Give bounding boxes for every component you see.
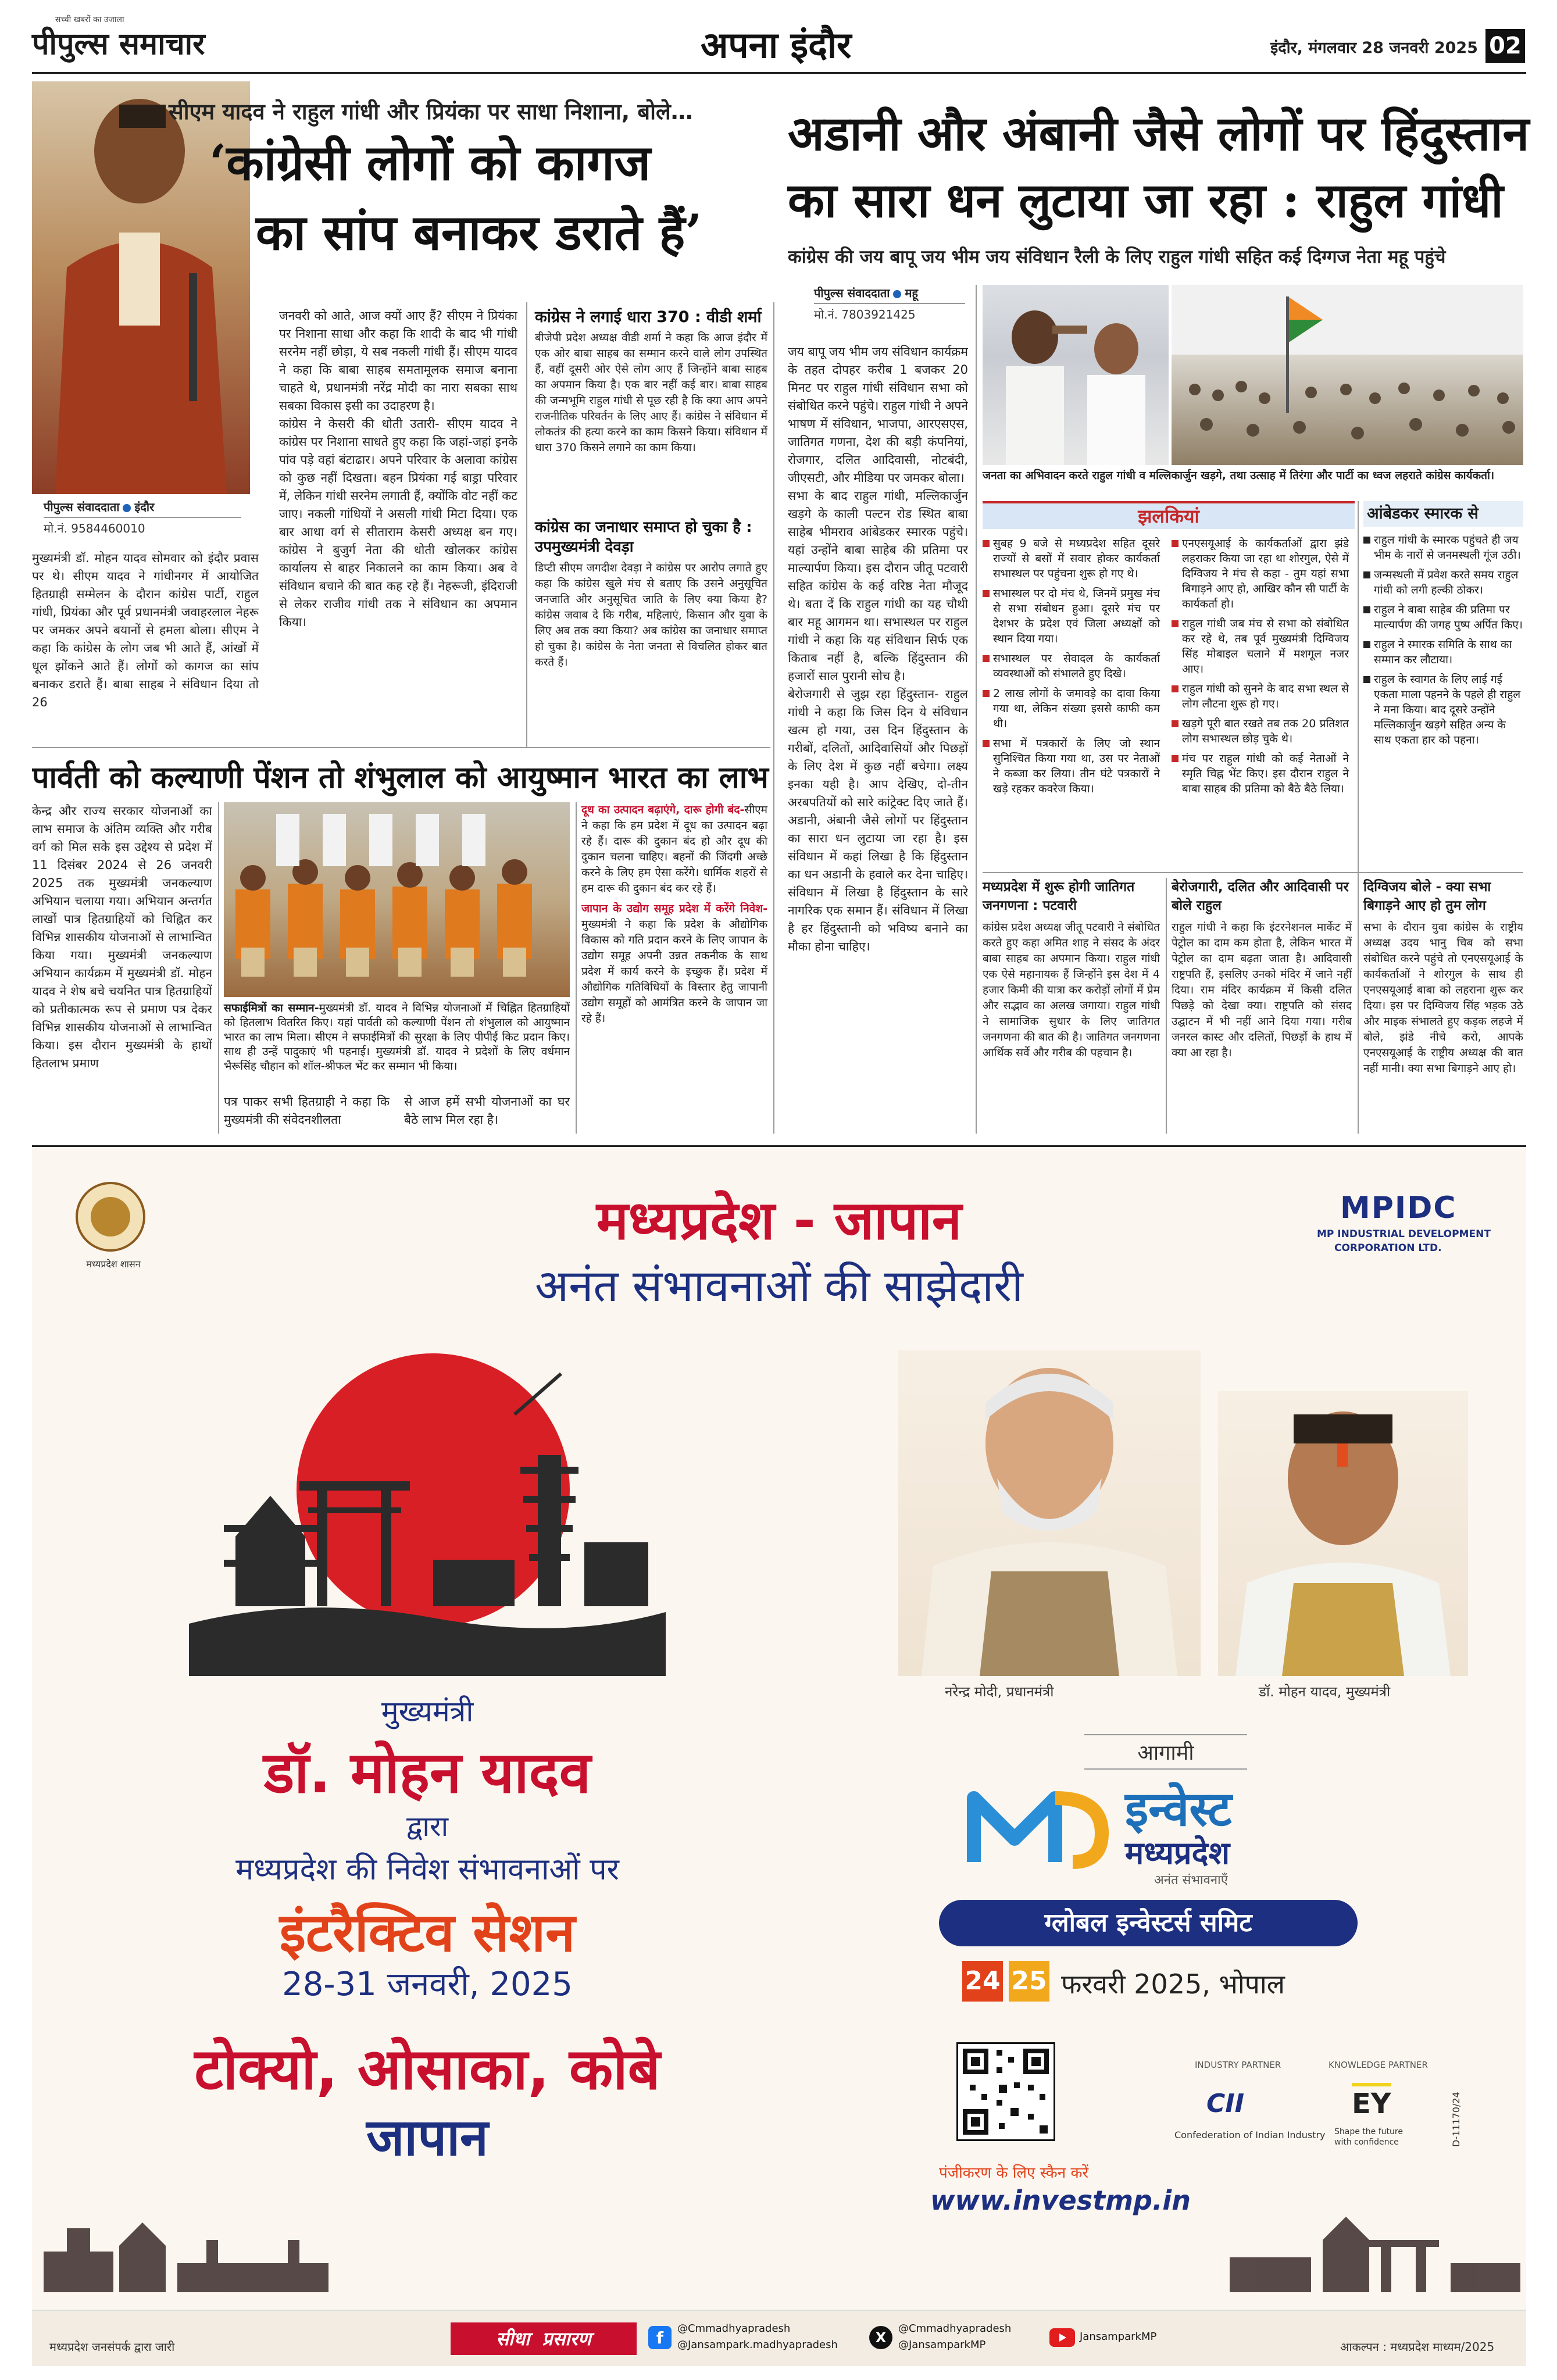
japan-body: मुख्यमंत्री ने कहा कि प्रदेश के औद्योगिक विकास को गति प्रदान करने के लिए जापान के उद्योग समूह अपनी उन्नत तकनीक के साथ प्रदेश में कार्य करने के इच्छुक हैं। प्रदेश में औद्योगिक गतिविधियों के विस्तार हेतु जापानी उद्योग समूहों को आमंत्रित करने के जापान जा रहे हैं। xyxy=(581,918,767,1025)
registration-qr-code[interactable] xyxy=(956,2042,1055,2141)
ambedkar-item: राहुल ने बाबा साहेब की प्रतिमा पर माल्यार्पण की जगह पुष्प अर्पित किए। xyxy=(1363,602,1523,632)
rahul-kharge-photo xyxy=(983,285,1169,465)
unemployment-body: राहुल गांधी ने कहा कि इंटरनेशनल मार्केट में पेट्रोल का दाम कम होता है, लेकिन भारत में पेट्रोल का दाम बढ़ता जाता है। आदिवासी राष्ट्रपति हैं, इसलिए उनको मंदिर में जाने नहीं दिया। राम मंदिर कार्यक्रम में किसी दलित पिछड़े को देखा क्या। राष्ट्रपति को संसद उद्घाटन में भी नहीं आने दिया गया। गरीब जनरल कास्ट और दलितों, पिछड़ों के हाथ में क्या आ रहा है। xyxy=(1172,921,1352,1059)
highlight-item: सुबह 9 बजे से मध्यप्रदेश सहित दूसरे राज्यों से बसों में सवार होकर कार्यकर्ता सभास्थल पर पहुंचना शुरू हो गए थे। xyxy=(983,536,1160,581)
sidebar1-body: बीजेपी प्रदेश अध्यक्ष वीडी शर्मा ने कहा कि आज इंदौर में एक ओर बाबा साहब का सम्मान करने वाले लोग उपस्थित हैं, वहीं दूसरी ओर ऐसे लोग आए हैं जिन्होंने बाबा साहब का अपमान किया है। एक बार नहीं कई बार। बाबा साहब की जन्मभूमि राहुल गांधी से पूछ रही है कि क्या आप अपने राजनीतिक परिवर्तन के लिए आए हैं। कांग्रेस ने संविधान में लोकतंत्र की हत्या करने का काम किसने किया। संविधान में धारा 370 किसने लगाने का काम किया। xyxy=(535,331,767,454)
rally-crowd-photo xyxy=(1172,285,1523,465)
mp-govt-label: मध्यप्रदेश शासन xyxy=(86,1259,141,1270)
highlight-item: राहुल गांधी जब मंच से सभा को संबोधित कर रहे थे, तब पूर्व मुख्यमंत्री दिग्विजय सिंह मोबाइल चलाने में मशगूल नजर आए। xyxy=(1172,616,1349,677)
story3-sidebar xyxy=(581,802,767,1134)
summit-banner: ग्लोबल इन्वेस्टर्स समिट xyxy=(939,1900,1358,1946)
ambedkar-title: आंबेडकर स्मारक से xyxy=(1363,501,1523,527)
highlight-item: एनएसयूआई के कार्यकर्ताओं द्वारा झंडे लहराकर किया जा रहा था शोरगुल, ऐसे में दिग्विजय ने मंच से कहा - तुम यहां सभा बिगाड़ने आए हो, आखिर कौन सी पार्टी के कार्यकर्ता हो। xyxy=(1172,536,1349,612)
mp-skyline-illustration xyxy=(32,2211,1526,2292)
design-credit: आकल्पन : मध्यप्रदेश माध्यम/2025 xyxy=(1340,2340,1495,2354)
story3-column-a: केन्द्र और राज्य सरकार योजनाओं का लाभ समाज के अंतिम व्यक्ति और गरीब वर्ग को मिल सके इस उद्देश्य से प्रदेश में 11 दिसंबर 2024 से 26 जनवरी 2025 तक मुख्यमंत्री जनकल्याण अभियान चलाया गया। अभियान अन्तर्गत लाखों पात्र हितग्राहियों को चिह्नित कर विभिन्न शासकीय योजनाओं से लाभान्वित किया गया। मुख्यमंत्री जनकल्याण अभियान कार्यक्रम में मुख्यमंत्री डॉ. मोहन यादव ने शेष बचे चयनित पात्र हितग्राहियों को प्रतीकात्मक रूप से प्रमाण पत्र देकर विभिन्न शासकीय योजनाओं से लाभान्वित किया। इस दौरान मुख्यमंत्री के हाथों हितलाभ प्रमाण xyxy=(32,804,212,1070)
facebook-handle-1[interactable]: @Cmmadhyapradesh xyxy=(677,2322,791,2335)
digvijay-heading: दिग्विजय बोले - क्या सभा बिगाड़ने आए हो तुम लोग xyxy=(1363,880,1491,913)
highlights-box xyxy=(983,501,1355,867)
invest-label-line1: इन्वेस्ट xyxy=(1125,1782,1232,1837)
pm-modi-portrait xyxy=(898,1350,1201,1676)
location-dot-icon xyxy=(893,290,901,298)
caste-census-story xyxy=(983,878,1160,1134)
cm-label: मुख्यमंत्री xyxy=(381,1695,474,1728)
mpidc-name-line1: MP INDUSTRIAL DEVELOPMENT xyxy=(1317,1228,1491,1240)
caste-census-heading: मध्यप्रदेश में शुरू होगी जातिगत जनगणना : पटवारी xyxy=(983,880,1135,913)
cm-yadav-caption: डॉ. मोहन यादव, मुख्यमंत्री xyxy=(1259,1684,1391,1700)
upcoming-label: आगामी xyxy=(1084,1734,1247,1770)
unemployment-story xyxy=(1172,878,1352,1134)
by-label: द्वारा xyxy=(406,1810,449,1843)
social-media-strip xyxy=(32,2310,1526,2366)
ambedkar-item: राहुल के स्वागत के लिए लाई गई एकता माला पहनने के पहले ही राहुल ने मना किया। बाद दूसरे उन्होंने मल्लिकार्जुन खड़गे सहित अन्य के साथ एकता हार को पहना। xyxy=(1363,672,1523,748)
story2-body: जय बापू जय भीम जय संविधान कार्यक्रम के तहत दोपहर करीब 1 बजकर 20 मिनट पर राहुल गांधी संविधान सभा को संबोधित करने पहुंचे। राहुल गांधी ने अपने भाषण में संविधान, भाजपा, आरएसएस, जातिगत गणना, देश की बड़ी कंपनियां, रोजगार, दलित आदिवासी, नोटबंदी, जीएसटी, और मीडिया पर जमकर बोला। सभा के बाद राहुल गांधी, मल्लिकार्जुन खड़गे के काली पल्टन रोड स्थित बाबा साहेब भीमराव आंबेडकर स्मारक पहुंचे। यहां उन्होंने बाबा साहेब की प्रतिमा पर माल्यार्पण किया। इस दौरान जीतू पटवारी सहित कांग्रेस के कई वरिष्ठ नेता मौजूद थे। बता दें कि राहुल गांधी का यह चौथी बार महू आगमन था। सभास्थल पर राहुल गांधी ने कहा कि यह संविधान सिर्फ एक किताब नहीं है, बल्कि हिंदुस्तान की हजारों साल पुरानी सोच है। बेरोजगारी से जुझ रहा हिंदुस्तान- राहुल गांधी ने कहा कि जिस दिन ये संविधान खत्म हो गया, उस दिन हिंदुस्तान के गरीबों, दलितों, आदिवासियों और पिछड़ों के लिए देश में कुछ नहीं बचेगा। लक्ष्य इनका यही है। आप देखिए, दो-तीन अरबपतियों को सारे कांट्रेक्ट दिए जाते हैं। अडानी, अंबानी जैसे लोगों पर हिंदुस्तान का सारा धन लुटाया जा रहा है। इस संविधान में कहां लिखा है कि हिंदुस्तान का धन अडानी के हवाले कर देना चाहिए। संविधान में लिखा है हिंदुस्तान के सारे नागरिक एक समान हैं। संविधान में लिखा है हर हिंदुस्तानी को भविष्य बनाने का मौका होना चाहिए। xyxy=(788,345,968,953)
column-divider xyxy=(1166,878,1167,1134)
unemployment-heading: बेरोजगारी, दलित और आदिवासी पर बोले राहुल xyxy=(1172,880,1349,913)
summit-day2: 25 xyxy=(1009,1961,1049,2002)
beneficiaries-photo xyxy=(224,802,570,997)
caste-census-body: कांग्रेस प्रदेश अध्यक्ष जीतू पटवारी ने संबोधित करते हुए कहा अमित शाह ने संसद के अंदर बाबा साहब का अपमान किया। राहुल गांधी एक ऐसे महानायक हैं जिन्होंने इस देश में 4 हजार किमी की यात्रा कर करोड़ों लोगों में प्रेम और सद्भाव का अलख जगाया। राहुल गांधी ने सामाजिक सुधार के लिए जातिगत जनगणना की बात की है। जातिगत जनगणना आर्थिक सर्वे और गरीब की पहचान है। xyxy=(983,921,1160,1059)
milk-heading: दूध का उत्पादन बढ़ाएंगे, दारू होगी बंद- xyxy=(581,803,745,816)
milk-story xyxy=(581,802,767,896)
sidebar1-heading: कांग्रेस ने लगाई धारा 370 : वीडी शर्मा xyxy=(535,308,762,326)
knowledge-partner-label: KNOWLEDGE PARTNER xyxy=(1329,2060,1428,2070)
youtube-icon[interactable] xyxy=(1049,2328,1075,2347)
cm-name: डॉ. मोहन यादव xyxy=(263,1740,591,1806)
youtube-handle[interactable]: JansamparkMP xyxy=(1080,2331,1157,2343)
cii-logo: CII xyxy=(1206,2089,1245,2118)
story1-kicker: सीएम यादव ने राहुल गांधी और प्रियंका पर साधा निशाना, बोले… xyxy=(169,99,693,124)
highlight-item: सभा में पत्रकारों के लिए जो स्थान सुनिश्चित किया गया था, उस पर नेताओं ने कब्जा कर लिया। तीन घंटे पत्रकारों ने खड़े रहकर कवरेज किया। xyxy=(983,736,1160,796)
masthead xyxy=(32,12,1526,70)
column-divider xyxy=(773,302,774,1134)
story2-headline-line2: का सारा धन लुटाया जा रहा : राहुल गांधी xyxy=(788,173,1504,228)
qr-label: पंजीकरण के लिए स्कैन करें xyxy=(939,2164,1089,2182)
ad-subtitle: अनंत संभावनाओं की साझेदारी xyxy=(535,1260,1023,1311)
industry-partner-label: INDUSTRY PARTNER xyxy=(1195,2060,1281,2070)
sidebar2-body: डिप्टी सीएम जगदीश देवड़ा ने कांग्रेस पर आरोप लगाते हुए कहा कि कांग्रेस खुले मंच से बताए कि उसने अनुसूचित जनजाति और अनुसूचित जाति के लिए क्या किया है? कांग्रेस जवाब दे कि गरीब, महिलाएं, किसान और युवा के लिए अब तक क्या किया? अब कांग्रेस का जनाधार समाप्त हो चुका है। कांग्रेस के नेता जनता से विचलित होकर बात करते हैं। xyxy=(535,562,767,669)
x-handle-1[interactable]: @Cmmadhyapradesh xyxy=(898,2322,1012,2335)
page-number: 02 xyxy=(1485,29,1525,63)
beneficiaries-photo-caption xyxy=(224,1001,570,1074)
story1-column-b: जनवरी को आते, आज क्यों आए हैं? सीएम ने प्रियंका पर निशाना साधा और कहा कि शादी के बाद भी गांधी सरनेम नहीं छोड़ा, ये सब नकली गांधी हैं। सीएम यादव ने कहा कि बाबा साहब समतामूलक समाज बनाना चाहते थे, प्रधानमंत्री नरेंद्र मोदी का नारा सबका साथ सबका विकास इसी का उदाहरण है। कांग्रेस ने केसरी की धोती उतारी- सीएम यादव ने कांग्रेस पर निशाना साधते हुए कहा कि जहां-जहां इनके पांव पड़े वहां बंटाढार। अपने परिवार के अलावा कांग्रेस को कुछ नहीं दिखता। बहन प्रियंका गई बाड्रा परिवार में, लेकिन गांधी सरनेम लगाती हैं, क्योंकि वोट नहीं कट जाए। नकली गांधियों ने असली गांधी मिटा दिया। एक बार आधा वर्ग से सीताराम केसरी अध्यक्ष बन गए। कांग्रेस ने बुजुर्ग नेता की धोती खोलकर कांग्रेस कार्यालय से बाहर निकालने का काम किया। अब वे संविधान बचाने की बात कह रहे हैं। नेहरूजी, इंदिराजी से लेकर राजीव गांधी तक ने संविधान का अपमान किया। xyxy=(279,309,517,629)
byline-mobile: मो.नं. 9584460010 xyxy=(44,521,145,535)
event-name: इंटरैक्टिव सेशन xyxy=(279,1902,576,1964)
prasaran-label: प्रसारण xyxy=(542,2328,591,2350)
highlight-item: राहुल गांधी को सुनने के बाद सभा स्थल से लोग लौटना शुरू हो गए। xyxy=(1172,681,1349,712)
milk-body: सीएम ने कहा कि हम प्रदेश में दूध का उत्पादन बढ़ा रहे हैं। दारू की दुकान बंद हो और दूध की दुकान चलना चाहिए। बहनों की जिंदगी अच्छे करने के लिए हम ऐसा करेंगे। धार्मिक शहरों से हम दारू की दुकान बंद कर रहे हैं। xyxy=(581,803,767,895)
story1-headline-line1: ‘कांग्रेसी लोगों को कागज xyxy=(209,134,651,191)
highlight-item: मंच पर राहुल गांधी को कई नेताओं ने स्मृति चिह्न भेंट किए। इस दौरान राहुल ने बाबा साहब की प्रतिमा को बैठे बैठे लिया। xyxy=(1172,751,1349,796)
section-rule xyxy=(983,872,1523,873)
caption-lead: सफाईमित्रों का सम्मान- xyxy=(224,1002,319,1014)
story2-subhead: कांग्रेस की जय बापू जय भीम जय संविधान रैली के लिए राहुल गांधी सहित कई दिग्गज नेता महू पहुंचे xyxy=(788,246,1446,267)
highlight-item: खड़गे पूरी बात रखते तब तक 20 प्रतिशत लोग सभास्थल छोड़ चुके थे। xyxy=(1172,716,1349,746)
digvijay-body: सभा के दौरान युवा कांग्रेस के राष्ट्रीय अध्यक्ष उदय भानु चिब को सभा संबोधित करने पहुंचे तो एनएसयूआई के कार्यकर्ताओं ने शोरगुल के साथ ही एनएसयूआई बाबा को लहराना शुरू कर दिया। इस पर दिग्विजय सिंह भड़क उठे और माइक संभालते हुए कड़क लहजे में बोले, झंडे नीचे करो, आपके एनएसयूआई के राष्ट्रीय अध्यक्ष की बात नहीं मानी। क्या सभा बिगाड़ने आए हो। xyxy=(1363,921,1523,1075)
highlights-list-b xyxy=(1172,536,1349,801)
logo-tagline: सच्ची खबरों का उजाला xyxy=(55,15,124,24)
issuer-label: मध्यप्रदेश जनसंपर्क द्वारा जारी xyxy=(49,2340,175,2354)
japan-investment-story xyxy=(581,901,767,1027)
story1-column-a: मुख्यमंत्री डॉ. मोहन यादव सोमवार को इंदौर प्रवास पर थे। सीएम यादव ने गांधीनगर में आयोजित हितग्राही सम्मेलन के दौरान कांग्रेस पार्टी, राहुल गांधी, प्रियंका और पूर्व प्रधानमंत्री जवाहरलाल नेहरू पर जमकर अपने बयानों से हमला बोला। सीएम ने कहा कि कांग्रेस के लोग जब भी आते हैं, आंखों में धूल झोंकने आते हैं। लोगों को कागज का सांप बनाकर डराते हैं। बाबा साहब ने संविधान दिया तो 26 xyxy=(32,551,259,709)
rally-photo-caption: जनता का अभिवादन करते राहुल गांधी व मल्लिकार्जुन खड़गे, तथा उत्साह में तिरंगा और पार्टी का ध्वज लहराते कांग्रेस कार्यकर्ता। xyxy=(983,469,1495,482)
ambedkar-box xyxy=(1363,501,1523,862)
highlights-title: झलकियां xyxy=(983,503,1355,529)
event-country: जापान xyxy=(366,2107,488,2167)
byline-city: महू xyxy=(905,286,919,300)
cm-yadav-portrait xyxy=(1218,1391,1468,1676)
mpidc-name-line2: CORPORATION LTD. xyxy=(1334,1242,1442,1254)
digvijay-story xyxy=(1363,878,1523,1134)
story3-bottom-b: से आज हमें सभी योजनाओं का घर बैठे लाभ मिल रहा है। xyxy=(404,1095,570,1127)
invest-url[interactable]: www.investmp.in xyxy=(930,2185,1191,2216)
facebook-handle-2[interactable]: @Jansampark.madhyapradesh xyxy=(677,2339,838,2351)
summit-day1: 24 xyxy=(962,1961,1003,2002)
sidha-label: सीधा xyxy=(496,2328,530,2350)
column-divider xyxy=(1358,501,1359,1134)
byline-name: पीपुल्स संवाददाता xyxy=(814,286,890,300)
mpidc-logo: MPIDC xyxy=(1340,1191,1457,1225)
story1-sidebar xyxy=(535,305,767,741)
story3-bottom-a: पत्र पाकर सभी हितग्राही ने कहा कि मुख्यमंत्री की संवेदनशीलता xyxy=(224,1095,390,1127)
invest-mp-logo-icon xyxy=(962,1781,1113,1874)
caption-text: मुख्यमंत्री डॉ. यादव ने विभिन्न योजनाओं में चिह्नित हितग्राहियों को हितलाभ वितरित किए। यहां पार्वती को कल्याणी पेंशन तो शंभुलाल को आयुष्मान भारत का लाभ मिला। सीएम ने सफाईमित्रों की सुरक्षा के लिए पीपीई किट प्रदान किए। साथ ही उन्हें पादुकाएं भी पहनाई। मुख्यमंत्री डॉ. यादव ने प्रदेशों के लिए वर्धमान भैरूसिंह चौहान को शॉल-श्रीफल भेंट कर सम्मान भी किया। xyxy=(224,1002,570,1073)
dateline: इंदौर, मंगलवार 28 जनवरी 2025 xyxy=(1270,39,1478,57)
byline-mobile: मो.नं. 7803921425 xyxy=(814,308,916,321)
mp-japan-advertisement xyxy=(32,1145,1526,2366)
japan-heading: जापान के उद्योग समूह प्रदेश में करेंगे निवेश- xyxy=(581,902,767,915)
masthead-rule xyxy=(32,72,1526,74)
column-divider xyxy=(976,285,977,1134)
newspaper-logo: पीपुल्स समाचार xyxy=(32,27,205,62)
japan-skyline-illustration xyxy=(189,1350,666,1676)
column-divider xyxy=(526,302,527,747)
location-dot-icon xyxy=(123,504,131,512)
highlight-item: 2 लाख लोगों के जमावड़े का दावा किया गया था, लेकिन संख्या इससे काफी कम थी। xyxy=(983,686,1160,731)
highlight-item: सभास्थल पर सेवादल के कार्यकर्ता व्यवस्थाओं को संभालते हुए दिखे। xyxy=(983,651,1160,681)
ambedkar-item: राहुल गांधी के स्मारक पहुंचते ही जय भीम के नारों से जनमस्थली गूंज उठी। xyxy=(1363,533,1523,563)
ey-logo: EY xyxy=(1352,2083,1391,2120)
event-dates: 28-31 जनवरी, 2025 xyxy=(282,1966,573,2003)
story1-headline-line2: का सांप बनाकर डराते हैं’ xyxy=(256,203,702,261)
pm-modi-caption: नरेन्द्र मोदी, प्रधानमंत्री xyxy=(945,1684,1054,1700)
ey-tagline: Shape the future with confidence xyxy=(1334,2127,1403,2147)
ad-line: मध्यप्रदेश की निवेश संभावनाओं पर xyxy=(235,1852,619,1887)
column-divider xyxy=(576,802,577,1134)
ad-code: D-11170/24 xyxy=(1451,2092,1462,2147)
ad-title: मध्यप्रदेश - जापान xyxy=(596,1189,962,1252)
cii-name: Confederation of Indian Industry xyxy=(1174,2129,1326,2140)
summit-date: फरवरी 2025, भोपाल xyxy=(1061,1968,1285,2000)
facebook-icon[interactable]: f xyxy=(648,2326,672,2349)
ambedkar-item: राहुल ने स्मारक समिति के साथ का सम्मान कर लौटाया। xyxy=(1363,637,1523,667)
highlight-item: सभास्थल पर दो मंच थे, जिनमें प्रमुख मंच से सभा संबोधन हुआ। दूसरे मंच पर देशभर के प्रदेश एवं जिला अध्यक्षों को स्थान दिया गया। xyxy=(983,586,1160,646)
invest-label-line2: मध्यप्रदेश xyxy=(1125,1835,1230,1871)
story3-headline: पार्वती को कल्याणी पेंशन तो शंभुलाल को आयुष्मान भारत का लाभ xyxy=(32,760,769,795)
byline-name: पीपुल्स संवाददाता xyxy=(44,500,120,514)
event-cities: टोक्यो, ओसाका, कोबे xyxy=(194,2036,660,2103)
story2-byline xyxy=(814,285,965,322)
x-twitter-icon[interactable]: X xyxy=(869,2326,892,2349)
byline-city: इंदौर xyxy=(134,500,155,514)
sidebar2-heading: कांग्रेस का जनाधार समाप्त हो चुका है : उपमुख्यमंत्री देवड़ा xyxy=(535,519,752,556)
x-handle-2[interactable]: @JansamparkMP xyxy=(898,2339,986,2351)
column-divider xyxy=(218,802,219,1134)
ambedkar-item: जन्मस्थली में प्रवेश करते समय राहुल गांधी को लगी हल्की ठोकर। xyxy=(1363,567,1523,598)
invest-tagline: अनंत संभावनाएँ xyxy=(1154,1873,1228,1888)
story2-headline-line1: अडानी और अंबानी जैसे लोगों पर हिंदुस्तान xyxy=(788,106,1530,162)
section-rule xyxy=(32,747,770,748)
section-name: अपना इंदौर xyxy=(701,24,852,66)
sidha-prasaran-badge xyxy=(451,2322,637,2355)
story1-byline xyxy=(44,499,241,536)
highlights-list-a xyxy=(983,536,1160,801)
